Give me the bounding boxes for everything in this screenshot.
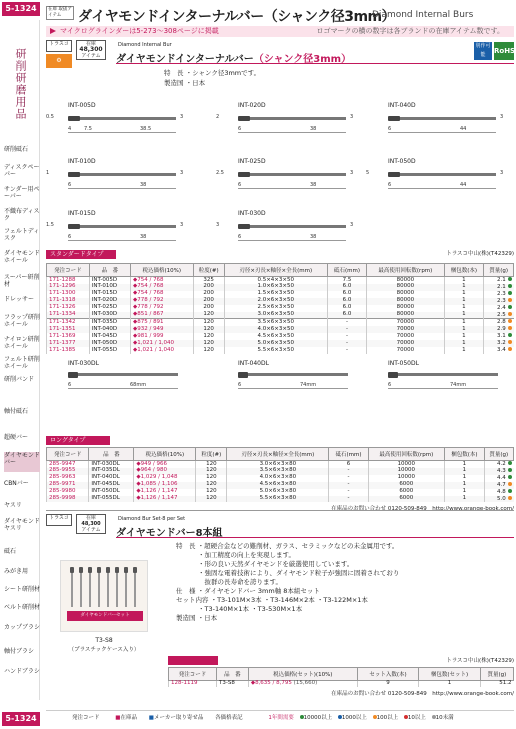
shank-diameter: 3	[350, 170, 354, 176]
sidebar-item[interactable]: 軸付砥石	[4, 408, 29, 415]
bur-shank	[250, 173, 346, 176]
table-row: 171-1351 INT-040D ◆932 / 949 120 4.0×6×3×50 - 70000 1 2.9	[47, 326, 514, 333]
sidebar-item[interactable]: 軸付ブラシ	[4, 648, 35, 655]
bur-shank	[78, 373, 178, 376]
table-row: 128-1119 T3-S8 ◆8,635 / 8,795 (15,660) 9 1 51.2	[169, 681, 514, 687]
section-label: ロングタイプ	[46, 436, 110, 445]
model-label: INT-050DL	[388, 360, 419, 367]
bur-tip	[388, 172, 400, 177]
bur-in-set	[134, 567, 136, 607]
column-header: 質量(g)	[480, 668, 513, 681]
bur-tip	[68, 172, 80, 177]
bur-shank	[398, 373, 498, 376]
product-name: ダイヤモンドバー8本組	[116, 528, 223, 539]
bur-diagram	[216, 158, 370, 198]
column-header: 品 番	[217, 668, 249, 681]
sidebar-item[interactable]: フェルトディスク	[4, 228, 40, 242]
page-header	[46, 4, 514, 26]
column-header: 最高使用回転数(rpm)	[367, 264, 444, 277]
model-label: INT-030DL	[68, 360, 99, 367]
tip-length: 4	[68, 126, 72, 132]
bur-tip	[68, 224, 80, 229]
column-header: 税込価格(10%)	[134, 448, 196, 461]
product-image: ダイヤモンドバーセット	[60, 560, 148, 632]
column-header: 砥石(mm)	[327, 264, 366, 277]
standard-type-section	[46, 250, 514, 354]
model-label: INT-015D	[68, 210, 96, 217]
set-table	[168, 667, 514, 687]
brand-logo: トラスコ	[46, 514, 72, 526]
category-label: 研削研磨用品	[14, 48, 27, 120]
long-type-section	[46, 436, 514, 512]
footnote: 在庫品のお問い合わせ 0120-509-849 http://www.orange-book.com/	[331, 690, 514, 697]
bur-diagram	[366, 158, 516, 198]
stock-count-box: 在庫 48,300 アイテム	[76, 40, 106, 60]
bur-diagram	[380, 102, 516, 142]
table-row: 171-1296 INT-010D ◆754 / 768 200 1.0×6×3×50 6.0 80000 1 2.1	[47, 284, 514, 291]
table-row: 171-1342 INT-035D ◆875 / 891 120 3.5×6×3×50 - 70000 1 2.8	[47, 319, 514, 326]
column-header: 税込価格(セット)(10%)	[248, 668, 357, 681]
origin: 製造国 ・日本	[164, 79, 206, 87]
sidebar-item[interactable]: スーパー研削材	[4, 274, 40, 288]
total-length: 38	[310, 182, 317, 188]
bur-tip	[238, 224, 250, 229]
bur-in-set	[107, 567, 109, 607]
sidebar-item[interactable]: フラップ研削ホイール	[4, 314, 40, 328]
custom-order-badge: 別作可能	[475, 43, 491, 58]
column-header: 発注コード	[47, 264, 90, 277]
bur-diagram	[380, 360, 516, 400]
shank-diameter: 3	[350, 222, 354, 228]
bur-shank	[248, 373, 348, 376]
brand-logo: トラスコ	[46, 40, 72, 52]
rohs-badge: RoHS	[494, 42, 514, 60]
column-header: 発注コード	[47, 448, 89, 461]
tip-length: 6	[68, 182, 72, 188]
sidebar-item[interactable]: 超硬バー	[4, 434, 29, 441]
sidebar-item[interactable]: 研削バンド	[4, 376, 35, 383]
shank-diameter: 3	[500, 114, 504, 120]
column-header: 質量(g)	[484, 448, 513, 461]
notice-bar	[46, 26, 514, 37]
bur-diagram	[230, 360, 370, 400]
set-table-section	[168, 656, 514, 697]
column-header: 砥石(mm)	[329, 448, 368, 461]
model-label: INT-025D	[238, 158, 266, 165]
total-length: 38	[310, 234, 317, 240]
page-title-en: Diamond Internal Burs	[372, 10, 474, 20]
column-header: 最高使用回転数(rpm)	[368, 448, 445, 461]
tip-diameter: 3	[216, 222, 220, 228]
bur-shank	[400, 173, 496, 176]
section-label: スタンダードタイプ	[46, 250, 116, 259]
bur-in-set	[125, 567, 127, 607]
standard-table	[46, 263, 514, 354]
image-caption: T3-S8	[95, 637, 113, 644]
bur-in-set	[116, 567, 118, 607]
column-header: 刃径×刃長×軸径×全長(mm)	[224, 264, 327, 277]
table-row: 285-9998 INT-055DL ◆1,126 / 1,147 120 5.5×6×3×80 - 6000 1 5.0	[47, 496, 514, 503]
table-row: 285-9980 INT-050DL ◆1,126 / 1,147 120 5.0×6×3×80 - 6000 1 4.8	[47, 489, 514, 496]
total-length: 44	[460, 126, 467, 132]
tip-diameter: 5	[366, 170, 370, 176]
sidebar-item[interactable]: みがき用	[4, 568, 29, 575]
sidebar-item[interactable]: フェルト研削ホイール	[4, 356, 40, 370]
product-name-en: Diamond Internal Bur	[118, 42, 172, 48]
product-photo-label: ⚙	[46, 54, 72, 68]
page-title: ダイヤモンドインターナルバー（シャンク径3mm）	[78, 9, 396, 25]
table-row: 171-1326 INT-025D ◆778 / 792 200 2.5×6×3×50 6.0 80000 1 2.4	[47, 305, 514, 312]
table-row: 171-1369 INT-045D ◆981 / 999 120 4.5×6×3×50 - 70000 1 3.1	[47, 333, 514, 340]
bur-shank	[80, 117, 176, 120]
sidebar-item[interactable]: ヤスリ	[4, 502, 22, 509]
bur-shank	[250, 117, 346, 120]
shank-diameter: 3	[500, 170, 504, 176]
bur-in-set	[71, 567, 73, 607]
bur-tip	[388, 372, 398, 378]
price-note: トラスコ中山(株)(T42329)	[446, 658, 514, 664]
model-label: INT-050D	[388, 158, 416, 165]
column-header: 税込価格(10%)	[130, 264, 193, 277]
sidebar-item[interactable]: ベルト研削材	[4, 604, 41, 611]
column-header: 梱包数(本)	[444, 264, 484, 277]
table-row: 285-9971 INT-045DL ◆1,085 / 1,106 120 4.5×6×3×80 - 6000 1 4.7	[47, 482, 514, 489]
model-label: INT-010D	[68, 158, 96, 165]
model-label: INT-040D	[388, 102, 416, 109]
model-label: INT-020D	[238, 102, 266, 109]
features: 特 長 ・シャンク径3mmです。	[164, 69, 261, 77]
table-row: 171-1318 INT-020D ◆778 / 792 200 2.0×6×3×50 6.0 80000 1 2.3	[47, 298, 514, 305]
sidebar-item[interactable]: ディスクペーパー	[4, 164, 40, 178]
table-row: 171-1385 INT-055D ◆1,021 / 1,040 120 5.5×6×3×50 - 70000 1 3.4	[47, 347, 514, 354]
features: 特 長 ・超硬合金などの難削材、ガラス、セラミックなどの未金属用です。 ・加工精度の向上を実現します。 ・形の良い天然ダイヤモンドを厳選使用しています。 ・強固な電着技術により、ダイヤモンド粒子が強固に固着されており 抜群の長寿命を誇ります。 仕 様 ・ダイヤモンドバー 3mm軸 8本組セット セット内容 ・T3-101M×3本 ・T3-146M×2本 ・T3-122M×1本 ・T3-140M×1本 ・T3-530M×1本 製造国 ・日本	[176, 542, 400, 622]
tip-length: 6	[68, 234, 72, 240]
column-header: 品 番	[89, 448, 134, 461]
column-header: 品 番	[89, 264, 130, 277]
bur-in-set	[80, 567, 82, 607]
bur-shank	[400, 117, 496, 120]
sidebar-item[interactable]: ハンドブラシ	[4, 668, 40, 675]
sidebar	[2, 20, 40, 700]
column-header: 粒度(#)	[193, 264, 224, 277]
sidebar-item[interactable]: 不織布ディスク	[4, 208, 40, 222]
bur-diagram	[46, 158, 200, 198]
bur-diagram	[46, 102, 200, 142]
tip-length: 6	[238, 126, 242, 132]
sidebar-item[interactable]: サンダー用ペーパー	[4, 186, 40, 200]
sidebar-item[interactable]: ダイヤモンドホイール	[4, 250, 40, 264]
table-row: 171-1300 INT-015D ◆754 / 768 200 1.5×6×3×50 6.0 80000 1 2.3	[47, 291, 514, 298]
column-header: 質量(g)	[484, 264, 514, 277]
tip-diameter: 2	[216, 114, 220, 120]
total-length: 68mm	[130, 382, 147, 388]
product-name-en: Diamond Bur Set·8 per Set	[118, 516, 186, 522]
table-row: 171-1377 INT-050D ◆1,021 / 1,040 120 5.0×6×3×50 - 70000 1 3.2	[47, 340, 514, 347]
price-note: トラスコ中山(株)(T42329)	[446, 251, 514, 257]
tip-diameter: 1.5	[46, 222, 54, 228]
bur-in-set	[98, 567, 100, 607]
total-length: 74mm	[450, 382, 467, 388]
table-row: 285-9963 INT-040DL ◆1,029 / 1,048 120 4.0×6×3×80 - 10000 1 4.4	[47, 475, 514, 482]
total-length: 38.5	[140, 126, 152, 132]
tip-length: 6	[238, 382, 242, 388]
sidebar-item[interactable]: ナイロン研削ホイール	[4, 336, 40, 350]
tip-length: 6	[238, 234, 242, 240]
footnote: 在庫品のお問い合わせ 0120-509-849 http://www.orange-book.com/	[331, 506, 514, 513]
bur-tip	[388, 116, 400, 121]
column-header: 発注コード	[169, 668, 217, 681]
shank-diameter: 3	[180, 114, 184, 120]
model-label: INT-040DL	[238, 360, 269, 367]
column-header: 梱包数(セット)	[419, 668, 480, 681]
product-name: ダイヤモンドインターナルバー（シャンク径3mm）	[116, 54, 352, 65]
bur-shank	[80, 173, 176, 176]
total-length: 38	[140, 234, 147, 240]
column-header: 梱包数(本)	[445, 448, 484, 461]
bur-tip	[238, 116, 250, 121]
tip-length: 6	[388, 182, 392, 188]
sidebar-item[interactable]: CBNバー	[4, 480, 29, 487]
bur-tip	[68, 372, 78, 378]
bur-diagram	[60, 360, 200, 400]
page-number: 5-1324	[2, 2, 40, 16]
stock-badge: 在庫 取扱アイテム	[46, 6, 74, 20]
column-header: セット入数(本)	[357, 668, 418, 681]
sidebar-item[interactable]: 砥石	[4, 548, 17, 555]
table-row: 171-1334 INT-030D ◆851 / 867 120 3.0×6×3×50 6.0 80000 1 2.5	[47, 312, 514, 319]
total-length: 38	[310, 126, 317, 132]
sidebar-item[interactable]: カップブラシ	[4, 624, 40, 631]
shank-diameter: 3	[180, 222, 184, 228]
column-header: 刃径×刃長×軸径×全長(mm)	[227, 448, 329, 461]
bur-tip	[238, 172, 250, 177]
tip-diameter: 0.5	[46, 114, 54, 120]
sidebar-item[interactable]: 研削砥石	[4, 146, 29, 153]
total-length: 38	[140, 182, 147, 188]
sidebar-item[interactable]: ダイヤモンドヤスリ	[4, 518, 40, 532]
shank-diameter: 3	[180, 170, 184, 176]
arrow-icon	[50, 28, 56, 34]
tip-length: 6	[68, 382, 72, 388]
sidebar-item[interactable]: シート研削材	[4, 586, 41, 593]
table-row: 285-9955 INT-035DL ◆964 / 980 120 3.5×6×3×80 - 10000 1 4.3	[47, 468, 514, 475]
page-number-bottom: 5-1324	[2, 712, 40, 726]
bur-tip	[238, 372, 248, 378]
stock-count-box: 在庫 48,300 アイテム	[76, 514, 106, 534]
bur-shank	[80, 225, 176, 228]
table-row: 171-1288 INT-005D ◆754 / 768 325 0.5×4×3×50 7.5 80000 1 2.1	[47, 277, 514, 284]
bur-diagram	[216, 210, 370, 250]
bur-diagram	[216, 102, 370, 142]
bur-in-set	[89, 567, 91, 607]
tip-diameter: 2.5	[216, 170, 224, 176]
model-label: INT-030D	[238, 210, 266, 217]
legend-footer: 発注コード ■在庫品 ■メーカー取り寄せ品 各価格表記 1年間需要 10000以上 1000以上 100以上 10以上 10未満	[46, 710, 514, 724]
image-caption-sub: （プラスチックケース入り）	[68, 647, 140, 653]
column-header: 粒度(#)	[196, 448, 227, 461]
sidebar-item[interactable]: ドレッサー	[4, 296, 34, 303]
tip-length: 6	[238, 182, 242, 188]
long-table	[46, 447, 514, 502]
notice-text: ロゴマークの横の数字は各ブランドの在庫アイテム数です。	[316, 27, 504, 35]
tip-length: 6	[388, 382, 392, 388]
bur-diagram	[46, 210, 200, 250]
tip-diameter: 1	[46, 170, 50, 176]
shank-diameter: 3	[350, 114, 354, 120]
total-length: 74mm	[300, 382, 317, 388]
bur-shank	[250, 225, 346, 228]
sidebar-item-active[interactable]: ダイヤモンドバー	[4, 452, 40, 472]
tip-length: 6	[388, 126, 392, 132]
model-label: INT-005D	[68, 102, 96, 109]
table-row: 285-9947 INT-030DL ◆949 / 966 120 3.0×6×3×80 6 10000 1 4.2	[47, 461, 514, 468]
bur-tip	[68, 116, 80, 121]
notice-link[interactable]: マイクログラインダーは5-273〜308ページに掲載	[60, 27, 219, 35]
neck-length: 7.5	[84, 126, 92, 132]
total-length: 44	[460, 182, 467, 188]
